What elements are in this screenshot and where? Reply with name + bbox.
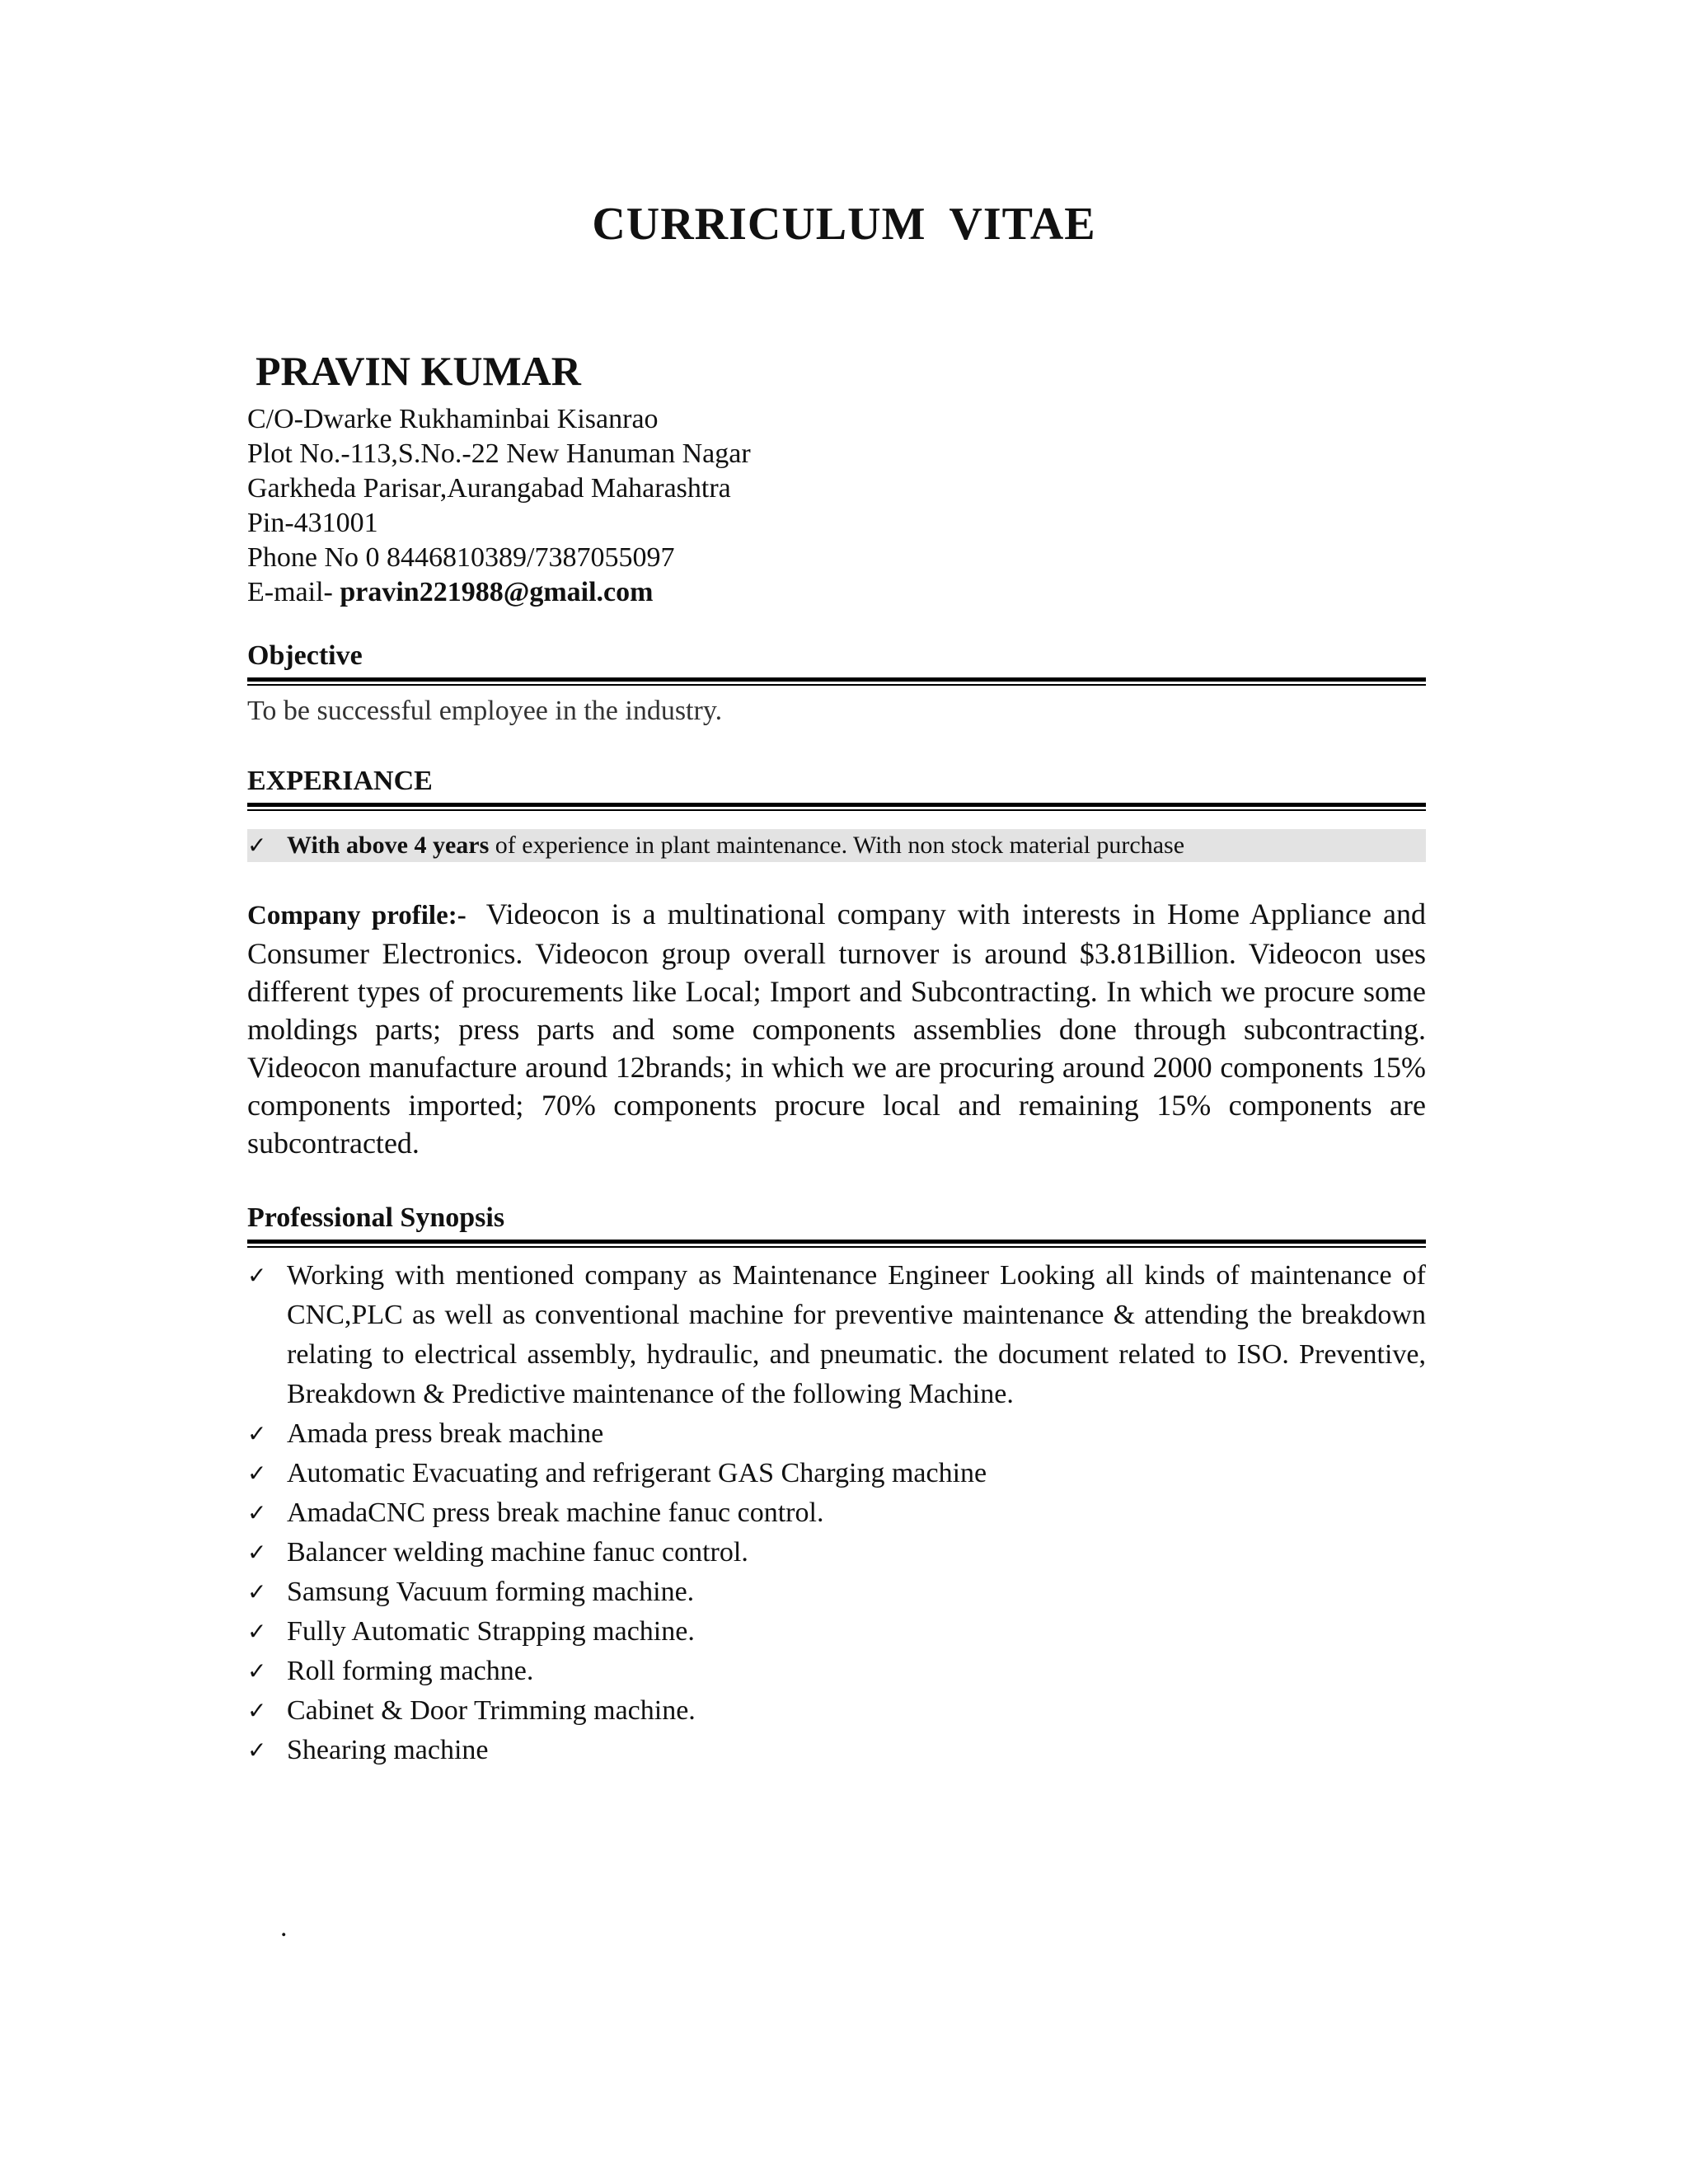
list-item: ✓ Samsung Vacuum forming machine. <box>247 1572 1426 1612</box>
checkmark-icon: ✓ <box>247 1578 267 1605</box>
checkmark-icon: ✓ <box>247 1736 267 1764</box>
checkmark-icon: ✓ <box>247 1618 267 1645</box>
list-item: ✓ Automatic Evacuating and refrigerant GAS Charging machine <box>247 1454 1426 1493</box>
checkmark-icon: ✓ <box>247 1420 267 1447</box>
checkmark-icon: ✓ <box>247 832 267 859</box>
contact-block <box>247 402 1426 610</box>
address-line: Plot No.-113,S.No.-22 New Hanuman Nagar <box>247 438 751 469</box>
footer-dot: . <box>280 1912 288 1943</box>
address-line: C/O-Dwarke Rukhaminbai Kisanrao <box>247 404 659 434</box>
address-line: Garkheda Parisar,Aurangabad Maharashtra <box>247 473 731 504</box>
list-item: ✓ AmadaCNC press break machine fanuc control. <box>247 1493 1426 1533</box>
list-item: ✓ Cabinet & Door Trimming machine. <box>247 1691 1426 1731</box>
phone-number: Phone No 0 8446810389/7387055097 <box>247 542 675 573</box>
company-profile-text: Videocon is a multinational company with interests in Home Appliance and Consumer Electronics. Videocon group overall turnover is around $3.81Billion. Videocon uses different types of procurements like Local; Import and Subcontracting. In which we procure some moldings parts; press parts and some components assemblies done through subcontracting. Videocon manufacture around 12brands; in which we are procuring around 2000 components 15% components imported; 70% components procure local and remaining 15% components are subcontracted. <box>247 898 1426 1160</box>
list-item: ✓ Working with mentioned company as Maintenance Engineer Looking all kinds of maintenance of CNC,PLC as well as conventional machine for preventive maintenance & attending the breakdown relating to electrical assembly, hydraulic, and pneumatic. the document related to ISO. Preventive, Breakdown & Predictive maintenance of the following Machine. <box>247 1256 1426 1414</box>
list-item: ✓ Amada press break machine <box>247 1414 1426 1454</box>
checkmark-icon: ✓ <box>247 1539 267 1566</box>
company-profile-label: Company profile:- <box>247 901 467 930</box>
checkmark-icon: ✓ <box>247 1499 267 1526</box>
document-title: CURRICULUM VITAE <box>592 199 1096 250</box>
company-profile <box>247 895 1426 1162</box>
resume-body <box>247 346 1426 1770</box>
section-divider <box>247 677 1426 686</box>
candidate-name: PRAVIN KUMAR <box>256 348 581 394</box>
experience-summary <box>247 829 1426 862</box>
email-address: pravin221988@gmail.com <box>340 577 654 607</box>
synopsis-heading: Professional Synopsis <box>247 1202 505 1233</box>
list-item: ✓ Roll forming machne. <box>247 1652 1426 1691</box>
synopsis-list <box>247 1256 1426 1770</box>
checkmark-icon: ✓ <box>247 1262 267 1289</box>
experience-heading: EXPERIANCE <box>247 766 433 796</box>
objective-text: To be successful employee in the industry. <box>247 696 723 726</box>
experience-years: With above 4 years <box>287 832 490 859</box>
objective-heading: Objective <box>247 640 363 671</box>
email-line <box>247 575 1426 610</box>
experience-text: of experience in plant maintenance. With non stock material purchase <box>489 832 1185 859</box>
list-item: ✓ Shearing machine <box>247 1731 1426 1770</box>
section-divider <box>247 1240 1426 1248</box>
checkmark-icon: ✓ <box>247 1697 267 1724</box>
list-item: ✓ Fully Automatic Strapping machine. <box>247 1612 1426 1652</box>
pin-code: Pin-431001 <box>247 508 378 538</box>
checkmark-icon: ✓ <box>247 1460 267 1487</box>
checkmark-icon: ✓ <box>247 1657 267 1685</box>
list-item: ✓ Balancer welding machine fanuc control. <box>247 1533 1426 1572</box>
section-divider <box>247 803 1426 811</box>
email-label: E-mail- <box>247 577 333 607</box>
